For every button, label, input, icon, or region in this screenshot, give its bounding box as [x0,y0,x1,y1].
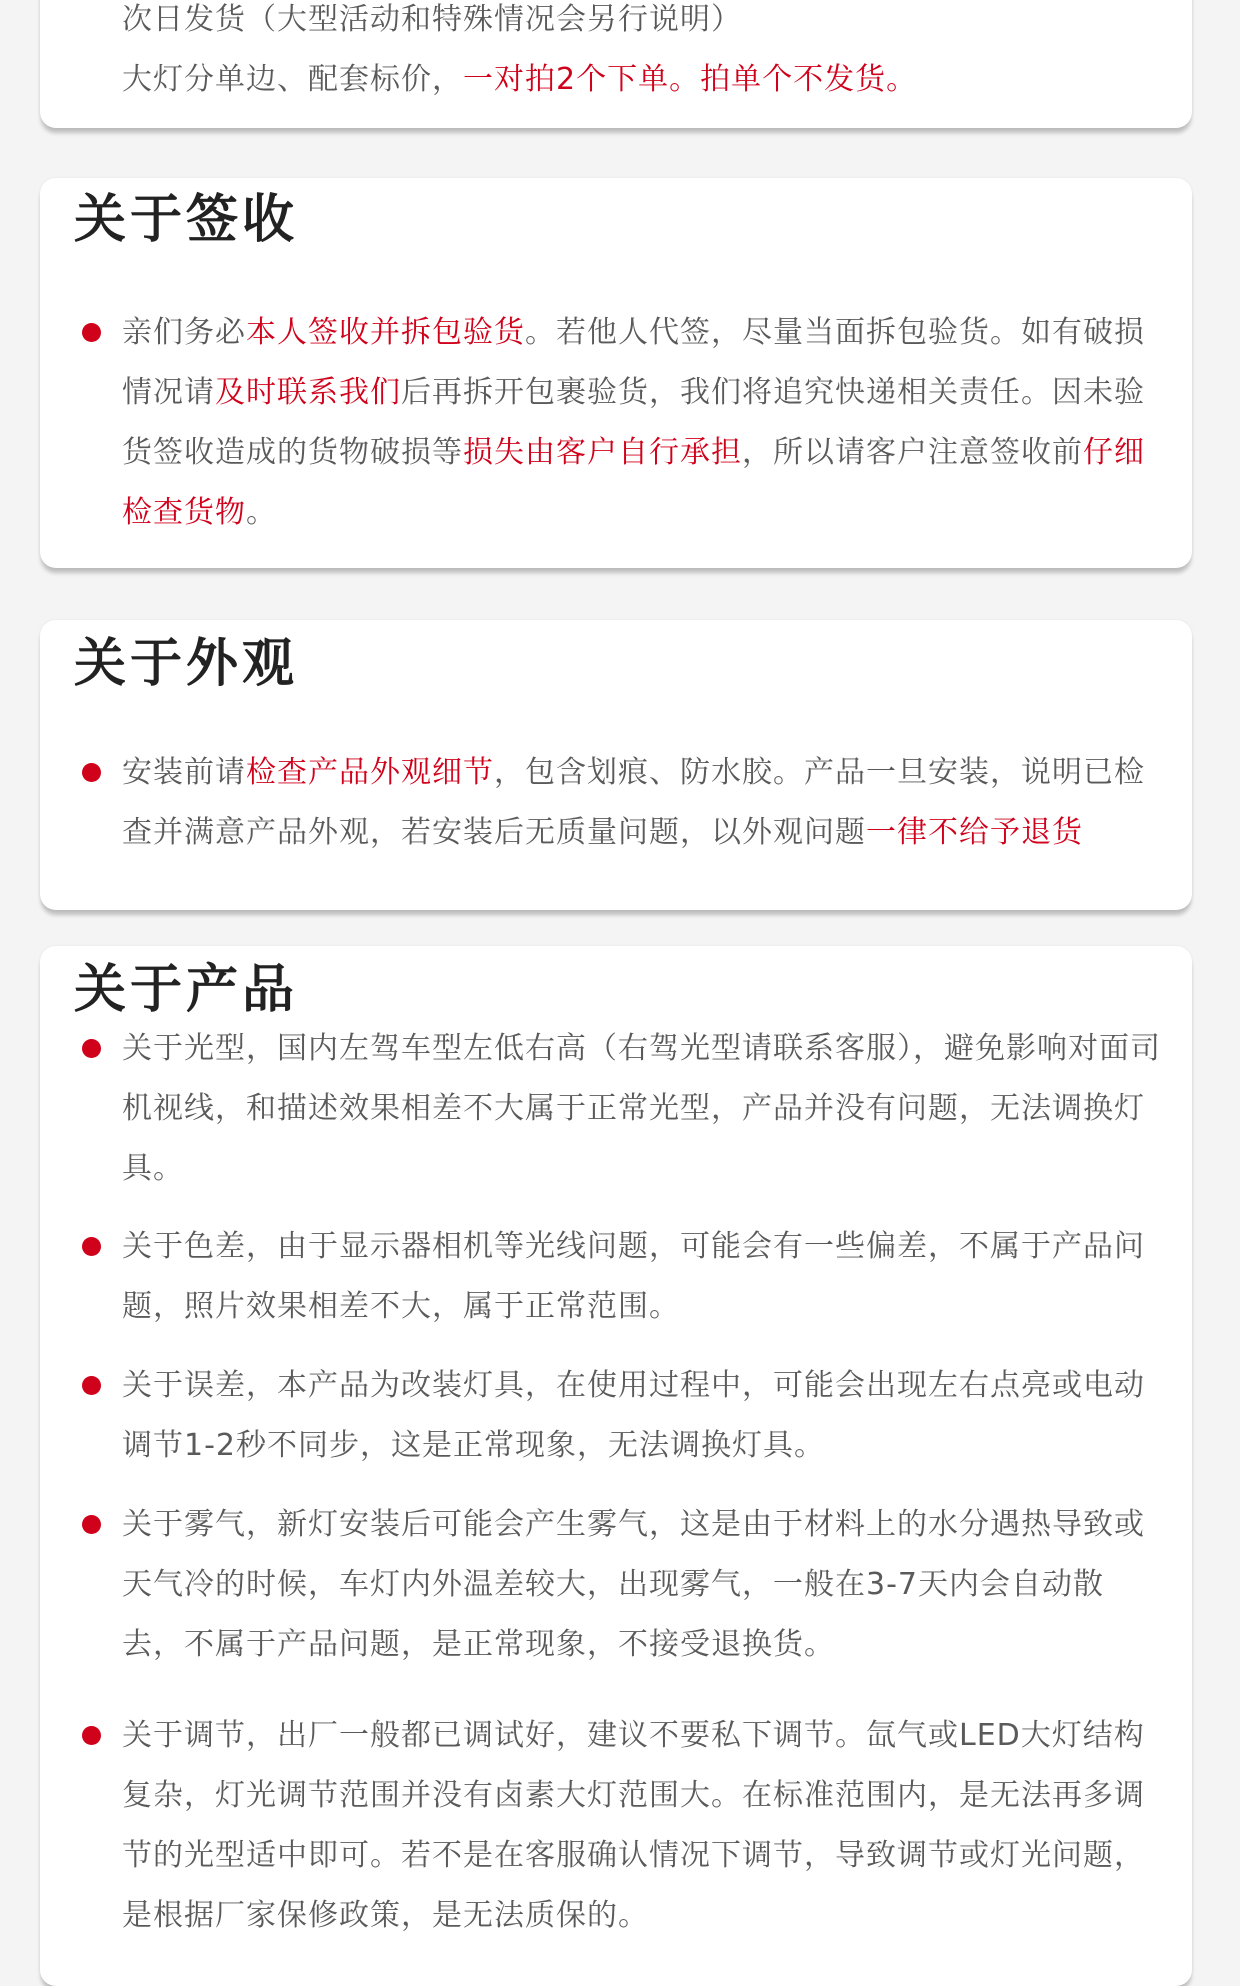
bullet-icon [82,1515,101,1534]
appearance-paragraph [82,743,1164,863]
plain-text: 大灯分单边、配套标价， [122,62,463,97]
shipping-card [40,0,1192,128]
bullet-icon [82,1376,101,1395]
product-item-fog [82,1495,1164,1675]
product-item-light-pattern [82,1019,1164,1199]
product-item-text: 关于光型，国内左驾车型左低右高（右驾光型请联系客服），避免影响对面司机视线，和描述效果相差不大属于正常光型，产品并没有问题，无法调换灯具。 [122,1031,1161,1186]
sign-text [122,303,1164,543]
product-item-text: 关于色差，由于显示器相机等光线问题，可能会有一些偏差，不属于产品问题，照片效果相差不大，属于正常范围。 [122,1229,1145,1324]
plain-text: ，包含划痕、防水胶。产品一旦安装，说明已检查并满意产品外观，若安装后无质量问题，以外观问题 [122,755,1145,850]
highlighted-text: 一律不给予退货 [866,815,1083,850]
bullet-icon [82,1039,101,1058]
sign-paragraph [82,303,1164,543]
bullet-icon [82,323,101,342]
product-card [40,946,1192,1986]
plain-text: ，所以请客户注意签收前 [742,435,1083,470]
plain-text: 次日发货（大型活动和特殊情况会另行说明） [122,2,742,37]
plain-text: 。 [246,495,277,530]
highlighted-text: 及时联系我们 [215,375,401,410]
plain-text: 。若他人代签，尽量当面拆包验货。如有破损情况请 [122,315,1145,410]
highlighted-text: 本人签收并拆包验货 [246,315,525,350]
plain-text: 亲们务必 [122,315,246,350]
shipping-text [122,0,1164,110]
product-item-color-difference [82,1217,1164,1337]
product-title: 关于产品 [74,960,299,1020]
plain-text: 安装前请 [122,755,246,790]
appearance-text [122,743,1164,863]
highlighted-text: 仔细检查货物 [122,435,1145,530]
sign-title: 关于签收 [74,190,299,250]
bullet-icon [82,1237,101,1256]
product-item-adjustment [82,1706,1164,1946]
product-item-text: 关于误差，本产品为改装灯具，在使用过程中，可能会出现左右点亮或电动调节1-2秒不同步，这是正常现象，无法调换灯具。 [122,1368,1145,1463]
bullet-icon [82,1726,101,1745]
highlighted-text: 一对拍2个下单。拍单个不发货。 [463,62,918,97]
sign-card [40,178,1192,568]
product-item-text: 关于调节，出厂一般都已调试好，建议不要私下调节。氙气或LED大灯结构复杂，灯光调节范围并没有卤素大灯范围大。在标准范围内，是无法再多调节的光型适中即可。若不是在客服确认情况下调节，导致调节或灯光问题，是根据厂家保修政策，是无法质保的。 [122,1718,1145,1933]
shipping-paragraph [82,0,1164,110]
appearance-title: 关于外观 [74,634,299,694]
highlighted-text: 损失由客户自行承担 [463,435,742,470]
bullet-icon [82,763,101,782]
plain-text: 后再拆开包裹验货，我们将追究快递相关责任。因未验货签收造成的货物破损等 [122,375,1145,470]
highlighted-text: 检查产品外观细节 [246,755,494,790]
product-item-error [82,1356,1164,1476]
product-item-text: 关于雾气，新灯安装后可能会产生雾气，这是由于材料上的水分遇热导致或天气冷的时候，车灯内外温差较大，出现雾气，一般在3-7天内会自动散去，不属于产品问题，是正常现象，不接受退换货。 [122,1507,1145,1662]
appearance-card [40,620,1192,910]
